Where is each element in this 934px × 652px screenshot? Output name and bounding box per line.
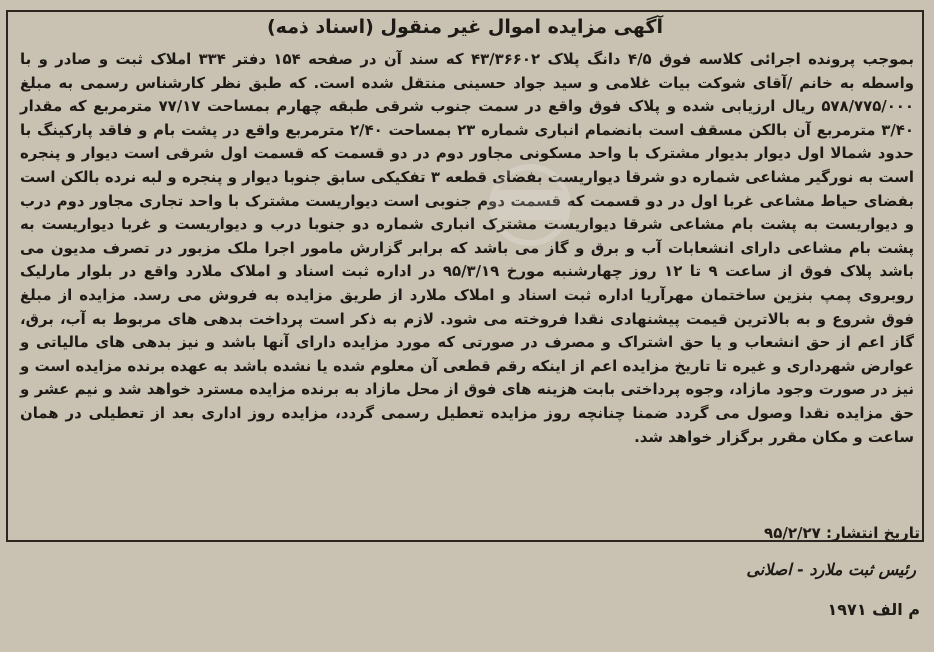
reference-number: م الف ۱۹۷۱ [827, 600, 920, 619]
notice-body: بموجب پرونده اجرائی کلاسه فوق ۴/۵ دانگ پلاک ۴۳/۳۶۶۰۲ که سند آن در صفحه ۱۵۴ دفتر ۳۳۴ املاک ثبت و صادر و با واسطه به خانم /آقای شوکت بیات غلامی و سید جواد حسینی منتقل شده است. که طبق نظر کارشناس رسمی به مبلغ ۵۷۸/۷۷۵/۰۰۰ ریال ارزیابی شده و پلاک فوق واقع در سمت جنوب شرقی طبقه چهارم بمساحت ۷۷/۱۷ مترمربع که مقدار ۳/۴۰ مترمربع آن بالکن مسقف است بانضمام انباری شماره ۲۳ بمساحت ۲/۴۰ مترمربع واقع در پشت بام و فاقد پارکینگ با حدود شمالا اول دیوار بدیوار مشترک با واحد مسکونی مجاور دوم در دو قسمت که قسمت اول شرقی است دیوار و پنجره است به نورگیر مشاعی شماره دو شرقا دیواریست بفضای قطعه ۳ تفکیکی سابق جنوبا دیوار و پنجره و لبه نرده بالکن است بفضای حیاط مشاعی غربا اول در دو قسمت که قسمت دوم جنوبی است دیواریست مشترک با واحد تجاری مجاور دوم درب و دیواریست به پشت بام مشاعی شرقا دیواریست مشترک انباری شماره دو جنوبا درب و دیواریست و غربا دیواریست به پشت بام مشاعی دارای انشعابات آب و برق و گاز می باشد که برابر گزارش مامور اجرا ملک مزبور در تصرف مدیون می باشد پلاک فوق از ساعت ۹ تا ۱۲ روز چهارشنبه مورخ ۹۵/۳/۱۹ در اداره ثبت اسناد و املاک ملارد واقع در بلوار مارلیک روبروی پمپ بنزین ساختمان مهرآریا اداره ثبت اسناد و املاک ملارد از طریق مزایده به فروش می رسد. مزایده از مبلغ فوق شروع و به بالاترین قیمت پیشنهادی نقدا فروخته می شود. لازم به ذکر است پرداخت بدهی های مربوط به آب، برق، گاز اعم از حق انشعاب و یا حق اشتراک و مصرف در صورتی که مورد مزایده دارای آنها باشد و نیز بدهی های مالیاتی و عوارض شهرداری و غیره تا تاریخ مزایده اعم از اینکه رقم قطعی آن معلوم شده یا نشده باشد به عهده برنده مزایده است و نیز در صورت وجود مازاد، وجوه پرداختی بابت هزینه های فوق از محل مازاد به برنده مزایده مسترد خواهد شد و نیم عشر و حق مزایده نقدا وصول می گردد ضمنا چنانچه روز مزایده تعطیل رسمی گردد، مزایده روز اداری بعد از تعطیلی در همان ساعت و مکان مقرر برگزار خواهد شد. [20, 50, 915, 446]
signature: رئیس ثبت ملارد - اصلانی [746, 560, 916, 579]
notice-frame [6, 10, 924, 542]
notice-title: آگهی مزایده اموال غیر منقول (اسناد ذمه) [266, 16, 663, 38]
publish-date: تاریخ انتشار: ۹۵/۲/۲۷ [764, 524, 920, 542]
